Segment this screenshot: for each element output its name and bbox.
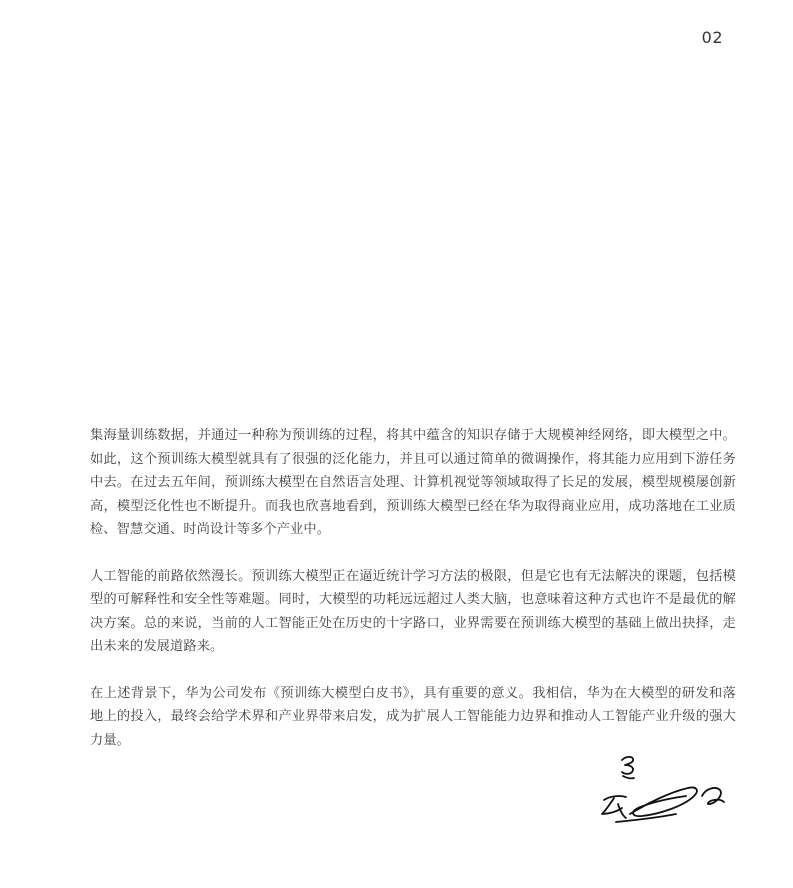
handwritten-signature-icon	[596, 752, 728, 828]
paragraph-future-road: 人工智能的前路依然漫长。预训练大模型正在逼近统计学习方法的极限，但是它也有无法解决的课题，包括模型的可解释性和安全性等难题。同时，大模型的功耗远远超过人类大脑，也意味着这种方式也许不是最优的解决方案。总的来说，当前的人工智能正处在历史的十字路口，业界需要在预训练大模型的基础上做出抉择，走出未来的发展道路来。	[90, 568, 736, 654]
paragraph-whitepaper: 在上述背景下，华为公司发布《预训练大模型白皮书》，具有重要的意义。我相信，华为在大模型的研发和落地上的投入，最终会给学术界和产业界带来启发，成为扩展人工智能能力边界和推动人工智能产业升级的强大力量。	[90, 685, 736, 748]
paragraph-pretraining: 集海量训练数据，并通过一种称为预训练的过程，将其中蕴含的知识存储于大规模神经网络，即大模型之中。如此，这个预训练大模型就具有了很强的泛化能力，并且可以通过简单的微调操作，将其能力应用到下游任务中去。在过去五年间，预训练大模型在自然语言处理、计算机视觉等领域取得了长足的发展，模型规模屡创新高，模型泛化性也不断提升。而我也欣喜地看到，预训练大模型已经在华为取得商业应用，成功落地在工业质检、智慧交通、时尚设计等多个产业中。	[90, 428, 736, 537]
page-number: 02	[701, 28, 723, 47]
body-text	[90, 424, 736, 775]
